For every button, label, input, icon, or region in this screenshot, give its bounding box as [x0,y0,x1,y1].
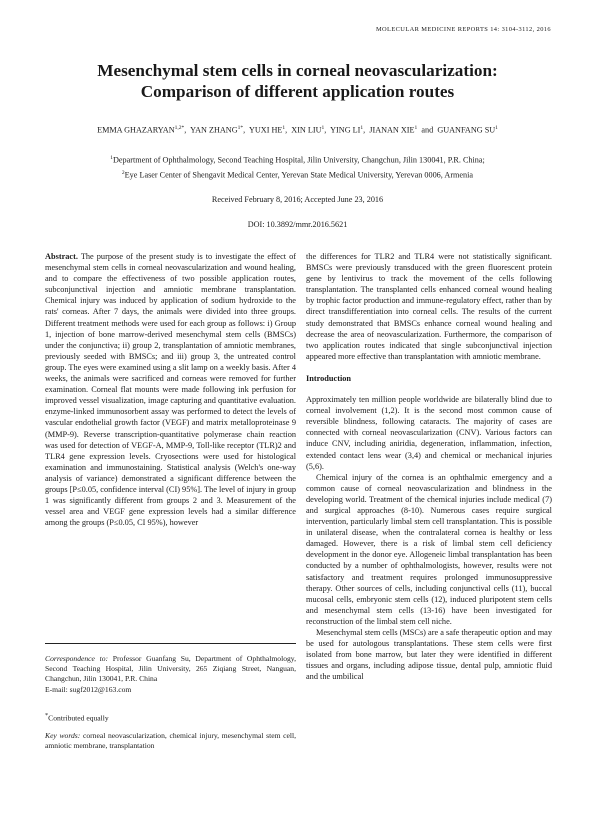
author: GUANFANG SU [437,125,496,135]
contrib-sup: * [45,712,49,719]
keywords-text: corneal neovascularization, chemical injury, mesenchymal stem cell, amniotic membrane, transplantation [45,731,296,751]
author: EMMA GHAZARYAN [97,125,175,135]
doi: DOI: 10.3892/mmr.2016.5621 [247,220,348,229]
footnote-divider [45,643,296,644]
affiliation [0,152,595,167]
author: YING LI [330,125,361,135]
keywords-label: Key words: [45,731,81,740]
author: XIN LIU [291,125,322,135]
affiliation [0,167,595,182]
author-sup: 1 [414,125,418,131]
section-heading-introduction: Introduction [306,373,352,383]
right-column [306,251,552,682]
author-sup: 1* [237,125,244,131]
affiliation-sup: 2 [121,169,125,176]
title-line-2: Comparison of different application routes [140,82,455,101]
contribution-footnote [45,711,296,724]
keywords-footnote [45,731,296,751]
correspondence-text: Professor Guanfang Su, Department of Ophthalmology, Second Teaching Hospital, Jilin University, 265 Ziqiang Street, Nanguan, Changchun, Jilin 130041, P.R. China [45,654,297,684]
abstract-continued: the differences for TLR2 and TLR4 were not statistically significant. BMSCs were previously transduced with the green fluorescent protein gene by lentivirus to track the movement of the cells following transplantation. The transplanted cells enhanced corneal wound healing by trophic factor production and immune-regulatory effect, rather than by direct transdifferentiation into corneal cells. The results of the current study demonstrated that BMSCs enhance corneal wound healing and decrease the area of neovascularization. Furthermore, the comparison of two application routes indicated that single subconjunctival injection appeared more effective than transplantation with amniotic membrane. [306,252,552,361]
affiliation-text: Eye Laser Center of Shengavit Medical Center, Yerevan State Medical University, Yerevan 0006, Armenia [124,170,474,180]
affiliations [0,152,595,181]
abstract-label: Abstract. [45,252,78,261]
intro-paragraph-1: Approximately ten million people worldwide are bilaterally blind due to corneal involvement (1,2). It is the second most common cause of reversible blindness, following cataracts. The majority of cases are connected with corneal neovascularization (CNV). Various factors can induce CNV, including aniridia, degeneration, inflammation, infection, extended contact lens wear (3,4) and chemical or mechanical injuries (5,6). [306,395,552,471]
article-title [0,60,595,102]
affiliation-sup: 1 [110,155,113,161]
author: YUXI HE [248,125,283,135]
author: YAN ZHANG [190,125,238,135]
authors-and: and [421,125,434,135]
affiliation-text: Department of Ophthalmology, Second Teaching Hospital, Jilin University, Changchun, Jilin 130041, P.R. China; [112,155,485,165]
correspondence-footnote [45,654,296,695]
author-sup: 1 [360,125,364,131]
received-dates: Received February 8, 2016; Accepted June 23, 2016 [211,195,384,204]
abstract-paragraph [45,251,296,528]
intro-paragraph-3: Mesenchymal stem cells (MSCs) are a safe therapeutic option and may be used for autologous transplantations. These stem cells were first isolated from bone marrow, but later they were identified in different tissues and organs, including adipose tissue, dental pulp, amniotic fluid and the umbilical [306,628,552,682]
author-sup: 1,2* [174,125,185,131]
left-column [45,251,296,528]
correspondence-email: E-mail: sugf2012@163.com [45,684,132,694]
title-line-1: Mesenchymal stem cells in corneal neovascularization: [97,61,498,80]
abstract-text: The purpose of the present study is to investigate the effect of mesenchymal stem cells in corneal neovascularization and wound healing, and to compare the effectiveness of two possible application routes, subconjunctival injection and amniotic membrane transplantation. Chemical injury was induced by application of sodium hydroxide to the rats' corneas. After 7 days, the animals were divided into three groups. Different treatment methods were used for each group as follows: i) Group 1, injection of bone marrow-derived mesenchymal stem cells (BMSCs) under the conjunctiva; ii) group 2, transplantation of amniotic membranes, previously seeded with BMSCs; and iii) group 3, the untreated control group. The eyes were examined using a slit lamp on a weekly basis. After 4 weeks, the animals were sacrificed and corneas were removed for further examination. Corneal flat mounts were made following ink perfusion for improved vessel visualization, image capturing and quantitative evaluation. enzyme-linked immunosorbent assay was performed to detect the levels of vascular endothelial growth factor (VEGF) and matrix metalloproteinase 9 (MMP-9). Reverse transcription-quantitative polymerase chain reaction was used for detection of VEGF-A, MMP-9, Toll-like receptor (TLR)2 and TLR4 gene expression levels. Cryosections were used for histological examination and immunostaining. Statistical analysis (Welch's one-way analysis of variance) demonstrated a significant difference between the groups [P≤0.05, confidence interval (CI) 95%]. The level of injury in group 1 was significantly different from groups 2 and 3. Measurement of the vessel area and VEGF gene expression levels had a similar difference among the groups (P≤0.05, CI 95%), however [45,252,296,528]
running-header: MOLECULAR MEDICINE REPORTS 14: 3104-3112, 2016 [375,26,551,33]
author-sup: 1 [495,125,498,131]
author-sup: 1 [321,125,325,131]
intro-paragraph-2: Chemical injury of the cornea is an ophthalmic emergency and a common cause of corneal neovascularization and blindness in the developing world. Treatment of the chemical injuries include medical (7) and surgical approaches (8-10). Numerous cases require surgical intervention, particularly limbal stem cell transplantation. This is possible in unilateral disease, when the contralateral cornea is healthy or less damaged. However, there is a risk of limbal stem cell deficiency development in the donor eye. Allogeneic limbal transplantation has been conducted by a number of ophthalmologists, however, results were not satisfactory and treatment requires prolonged immunosuppressive therapy. Other sources of cells, including conjunctival cells (11), buccal mucosal cells, embryonic stem cells (12), induced pluripotent stem cells and mesenchymal stem cells (13-16) have been investigated for reconstruction of the limbal stem cell niche. [306,472,552,626]
contrib-text: Contributed equally [48,713,109,723]
author: JIANAN XIE [369,125,415,135]
author-list: EMMA $GHAZARYAN^{1,2*}$, YAN $ZHANG^{1*}$, YUXI $HE^1$, XIN LIU$^1$, YING $LI^1$, JIANAN XIE$^1$ and GUANFANG $SU^1$ [97,125,498,135]
author-sup: 1 [282,125,286,131]
correspondence-label: Correspondence to: [45,654,109,663]
